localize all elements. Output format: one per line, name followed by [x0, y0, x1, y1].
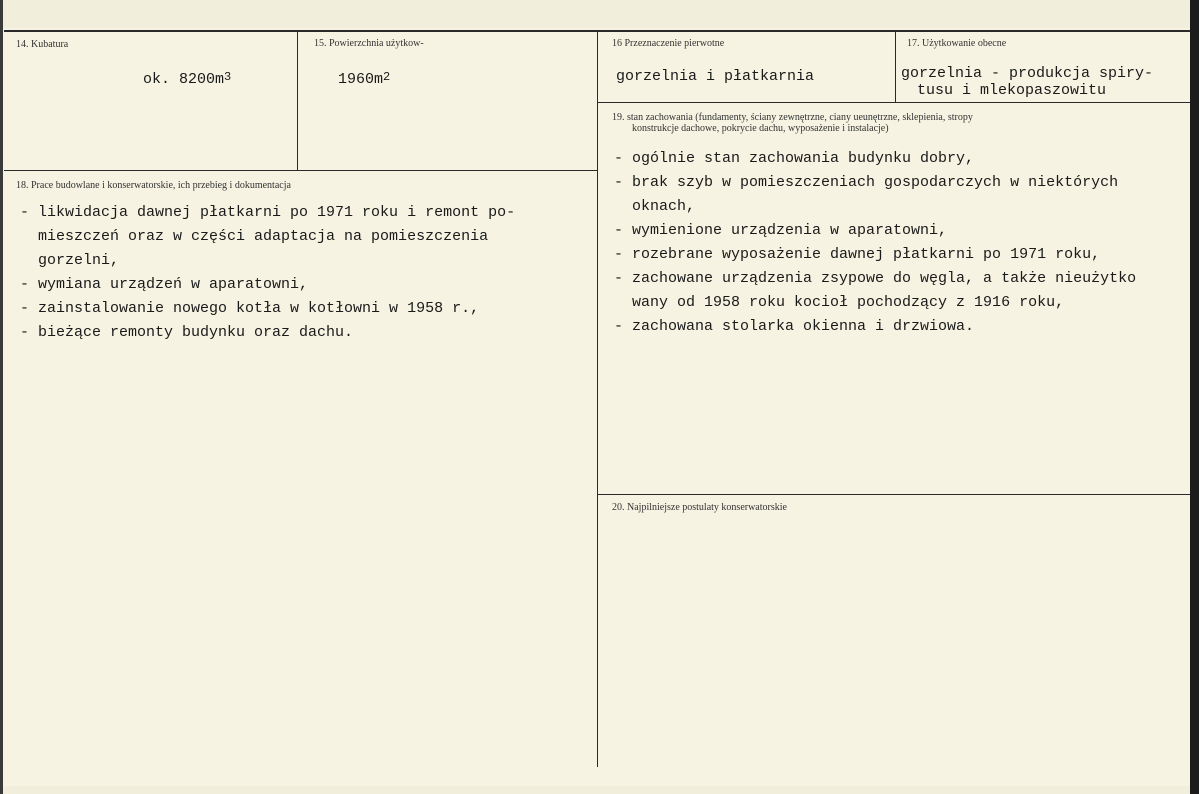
field-18-line: - bieżące remonty budynku oraz dachu. [20, 324, 354, 341]
field-17-label: 17. Użytkowanie obecne [907, 38, 1007, 49]
field-19-line: - rozebrane wyposażenie dawnej płatkarni po 1971 roku, [614, 246, 1101, 263]
field-19-line: - zachowane urządzenia zsypowe do węgla, a także nieużytko [614, 270, 1137, 287]
field-18-line: - wymiana urządzeń w aparatowni, [20, 276, 309, 293]
field-19-content [614, 147, 1189, 339]
field-18-line: - zainstalowanie nowego kotła w kotłowni w 1958 r., [20, 300, 480, 317]
card-bottom-edge [0, 786, 1199, 794]
card-left-edge [0, 0, 3, 794]
field-16-value: gorzelnia i płatkarnia [616, 68, 815, 85]
field-15-value-text: 1960m [338, 71, 384, 88]
field-19-line: - zachowana stolarka okienna i drzwiowa. [614, 318, 975, 335]
field-19-label-line-2: konstrukcje dachowe, pokrycie dachu, wyposażenie i instalacje) [632, 123, 889, 134]
field-17-value-line-2: tusu i mlekopaszowitu [917, 82, 1107, 99]
main-vertical-divider [597, 30, 598, 767]
field-19-line: - ogólnie stan zachowania budynku dobry, [614, 150, 975, 167]
field-18-content [20, 201, 595, 345]
field-19-line: wany od 1958 roku kocioł pochodzący z 1916 roku, [614, 294, 1065, 311]
field-14-value-exponent: 3 [224, 70, 232, 84]
divider-14-15 [297, 30, 298, 170]
divider-16-17 [895, 30, 896, 102]
field-19-line: - wymienione urządzenia w aparatowni, [614, 222, 948, 239]
field-19-line: - brak szyb w pomieszczeniach gospodarczych w niektórych [614, 174, 1119, 191]
field-14-value-text: ok. 8200m [143, 71, 225, 88]
field-18-label: 18. Prace budowlane i konserwatorskie, ich przebieg i dokumentacja [16, 180, 291, 191]
line-under-14-15 [4, 170, 597, 171]
field-19-line: oknach, [614, 198, 696, 215]
field-20-label: 20. Najpilniejsze postulaty konserwatorskie [612, 502, 787, 513]
field-15-value [338, 68, 390, 92]
field-18-line: - likwidacja dawnej płatkarni po 1971 roku i remont po- [20, 204, 516, 221]
field-14-label: 14. Kubatura [16, 39, 69, 50]
field-19-label-line-1: 19. stan zachowania (fundamenty, ściany zewnętrzne, ciany ueunętrzne, sklepienia, stropy [612, 112, 973, 123]
field-18-line: gorzelni, [20, 252, 120, 269]
field-17-value-line-1: gorzelnia - produkcja spiry- [901, 65, 1154, 82]
line-above-20 [597, 494, 1190, 495]
line-under-16-17 [597, 102, 1190, 103]
field-16-label: 16 Przeznaczenie pierwotne [612, 38, 725, 49]
field-14-value [143, 68, 231, 92]
card-right-edge [1190, 0, 1199, 794]
field-15-value-exponent: 2 [383, 70, 391, 84]
card-top-edge [0, 0, 1199, 28]
field-18-line: mieszczeń oraz w części adaptacja na pomieszczenia [20, 228, 489, 245]
field-15-label: 15. Powierzchnia użytkow- [314, 38, 424, 49]
